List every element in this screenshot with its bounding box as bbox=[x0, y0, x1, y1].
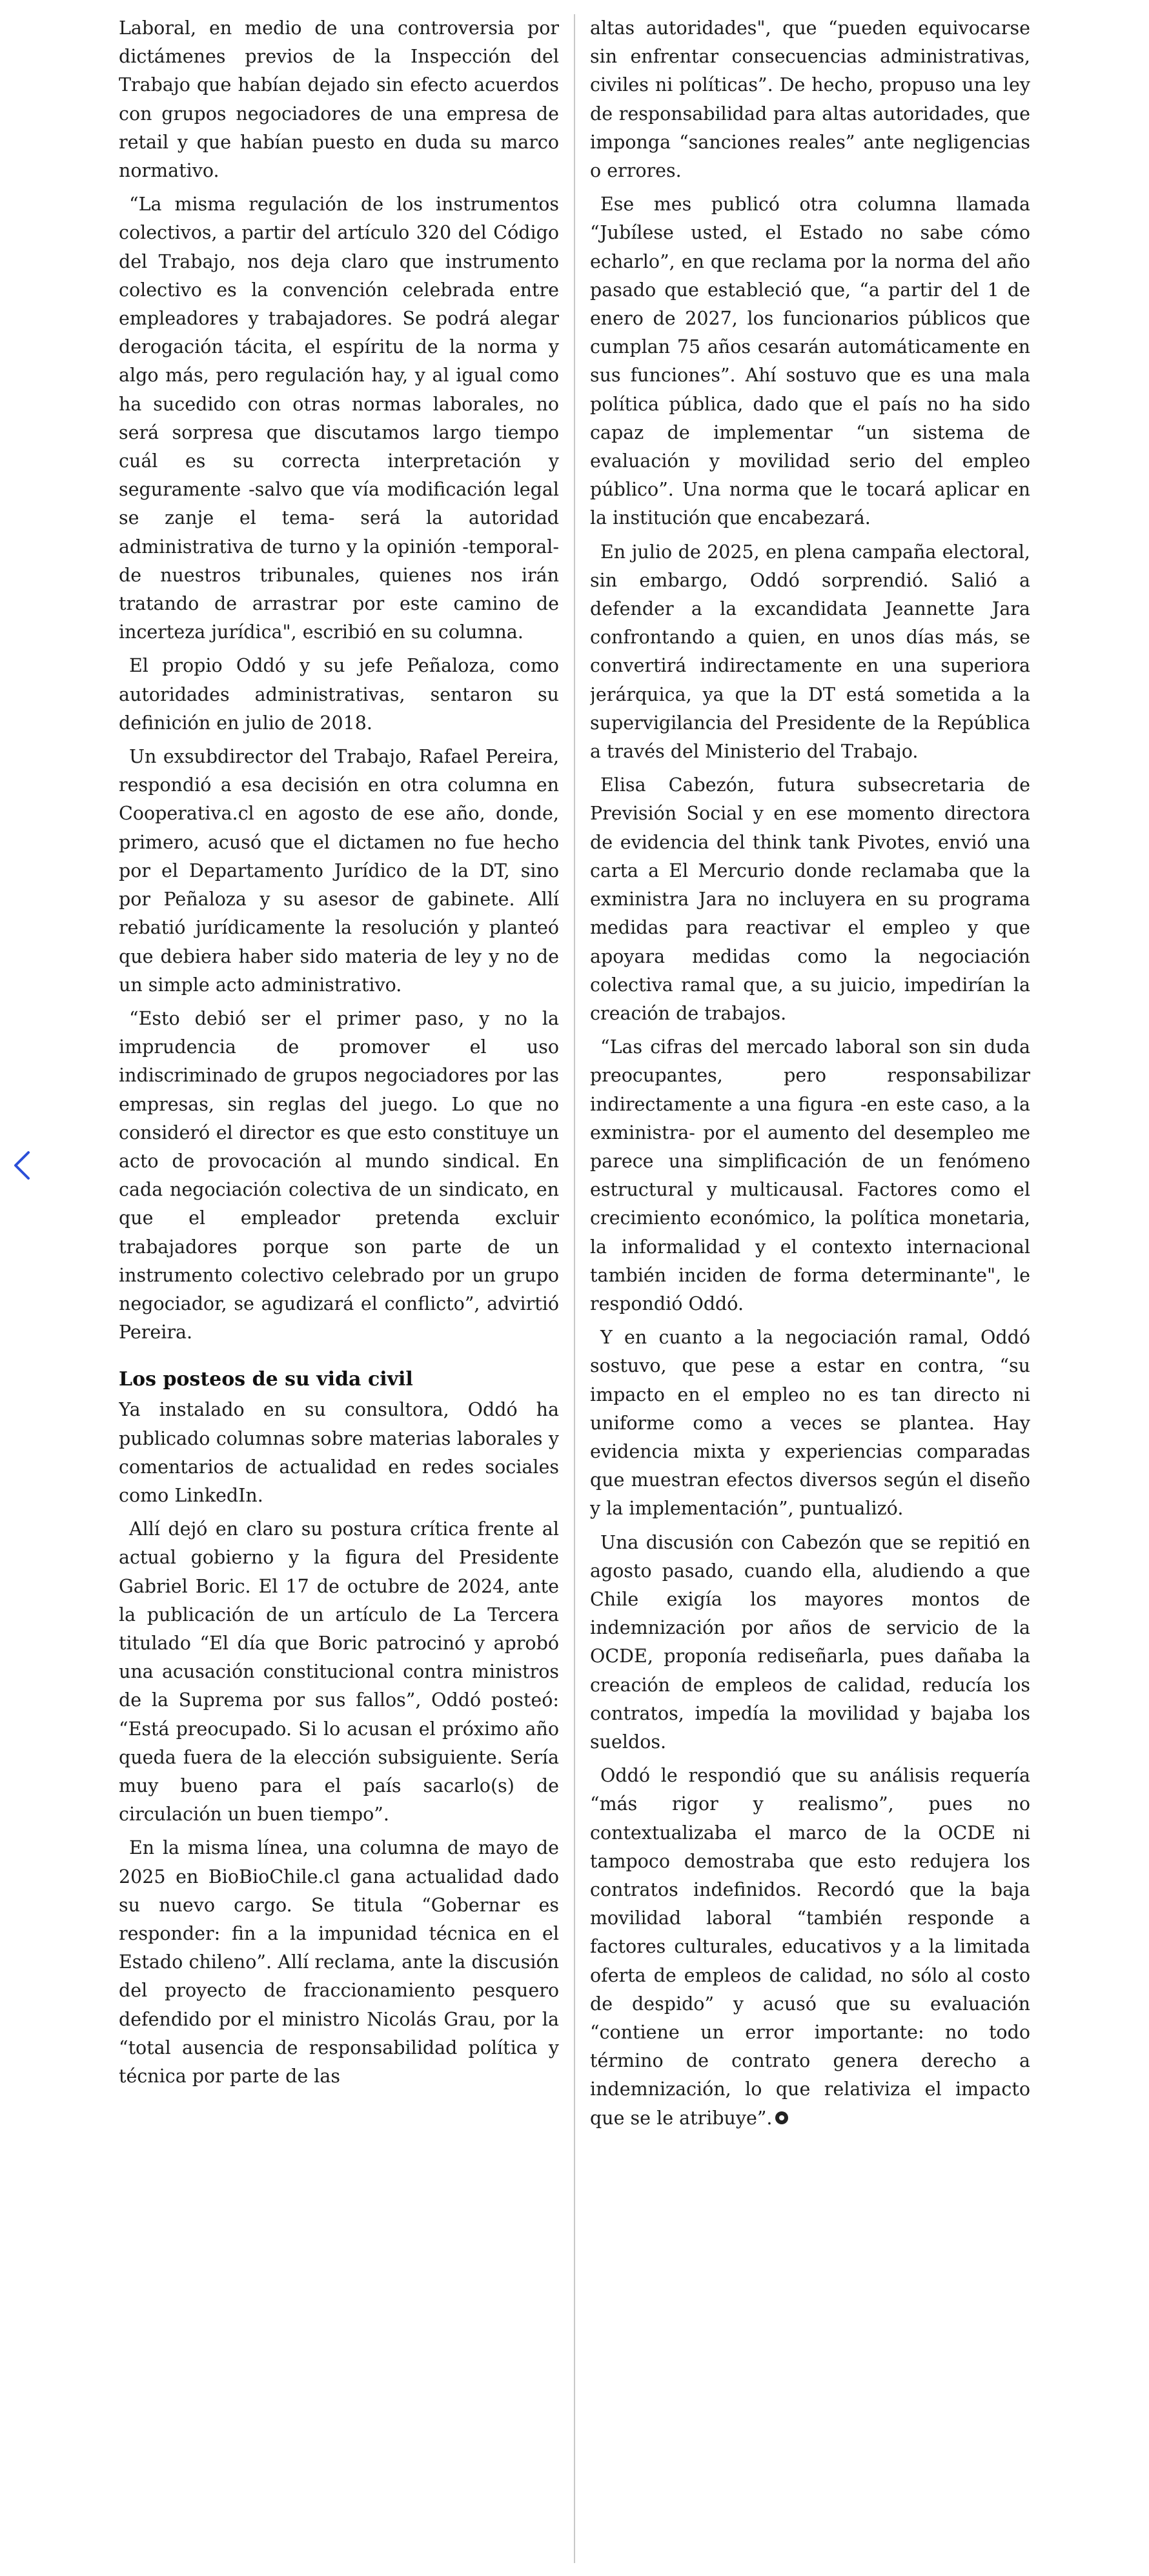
paragraph: “La misma regulación de los instrumentos colectivos, a partir del artículo 320 del Código del Trabajo, nos deja claro que instrumento colectivo es la convención celebrada entre empleadores y trabajadores. Se podrá alegar derogación tácita, el espíritu de la norma y algo más, pero regulación hay, y al igual como ha sucedido con otras normas laborales, no será sorpresa que discutamos largo tiempo cuál es su correcta interpretación y seguramente -salvo que vía modificación legal se zanje el tema- será la autoridad administrativa de turno y la opinión -temporal- de nuestros tribunales, quienes nos irán tratando de arrastrar por este camino de incerteza jurídica", escribió en su columna. bbox=[119, 194, 559, 643]
paragraph: Una discusión con Cabezón que se repitió en agosto pasado, cuando ella, aludiendo a que Chile exigía los mayores montos de indemnización por años de servicio de la OCDE, proponía rediseñarla, pues dañaba la creación de empleos de calidad, reducía los contratos, impedía la movilidad y bajaba los sueldos. bbox=[590, 1531, 1030, 1753]
paragraph: “Esto debió ser el primer paso, y no la imprudencia de promover el uso indiscriminado de grupos negociadores por las empresas, sin reglas del juego. Lo que no consideró el director es que esto constituye un acto de provocación al mundo sindical. En cada negociación colectiva de un sindicato, en que el empleador pretenda excluir trabajadores porque son parte de un instrumento colectivo celebrado por un grupo negociador, se agudizará el conflicto”, advirtió Pereira. bbox=[119, 1007, 559, 1343]
chevron-left-icon bbox=[9, 1146, 35, 1185]
paragraph: Y en cuanto a la negociación ramal, Oddó sostuvo, que pese a estar en contra, “su impacto en el empleo no es tan directo ni uniforme como a veces se plantea. Hay evidencia mixta y experiencias comparadas que muestran efectos diversos según el diseño y la implementación”, puntualizó. bbox=[590, 1327, 1030, 1520]
right-column bbox=[590, 14, 1030, 2563]
paragraph-text: Oddó le respondió que su análisis requería “más rigor y realismo”, pues no contextualizaba el marco de la OCDE ni tampoco demostraba que esto redujera los contratos indefinidos. Recordó que la baja movilidad laboral “también responde a factores culturales, educativos y a la limitada oferta de empleos de calidad, no sólo al costo de despido” y acusó que su evaluación “contiene un error importante: no todo término de contrato genera derecho a indemnización, lo que relativiza el impacto que se le atribuye”. bbox=[590, 1765, 1030, 2129]
previous-page-button[interactable] bbox=[9, 1146, 35, 1185]
paragraph: En julio de 2025, en plena campaña electoral, sin embargo, Oddó sorprendió. Salió a defender a la excandidata Jeannette Jara confrontando a quien, en unos días más, se convertirá indirectamente en una superiora jerárquica, ya que la DT está sometida a la supervigilancia del Presidente de la República a través del Ministerio del Trabajo. bbox=[590, 541, 1030, 763]
paragraph: “Las cifras del mercado laboral son sin duda preocupantes, pero responsabilizar indirectamente a una figura -en este caso, a la exministra- por el aumento del desempleo me parece una simplificación de un fenómeno estructural y multicausal. Factores como el crecimiento económico, la política monetaria, la informalidad y el contexto internacional también inciden de forma determinante", le respondió Oddó. bbox=[590, 1036, 1030, 1314]
section-heading: Los posteos de su vida civil bbox=[119, 1368, 413, 1391]
left-column bbox=[119, 14, 559, 2563]
paragraph: Laboral, en medio de una controversia por dictámenes previos de la Inspección del Trabajo que habían dejado sin efecto acuerdos con grupos negociadores de una empresa de retail y que habían puesto en duda su marco normativo. bbox=[119, 17, 559, 182]
paragraph: Ya instalado en su consultora, Oddó ha publicado columnas sobre materias laborales y comentarios de actualidad en redes sociales como LinkedIn. bbox=[119, 1399, 559, 1506]
last-paragraph bbox=[590, 1762, 1030, 2133]
paragraph: El propio Oddó y su jefe Peñaloza, como autoridades administrativas, sentaron su definición en julio de 2018. bbox=[119, 655, 559, 734]
paragraph: altas autoridades", que “pueden equivocarse sin enfrentar consecuencias administrativas, civiles ni políticas”. De hecho, propuso una ley de responsabilidad para altas autoridades, que imponga “sanciones reales” ante negligencias o errores. bbox=[590, 17, 1030, 182]
paragraph: Un exsubdirector del Trabajo, Rafael Pereira, respondió a esa decisión en otra columna en Cooperativa.cl en agosto de ese año, donde, primero, acusó que el dictamen no fue hecho por el Departamento Jurídico de la DT, sino por Peñaloza y su asesor de gabinete. Allí rebatió jurídicamente la resolución y planteó que debiera haber sido materia de ley y no de un simple acto administrativo. bbox=[119, 746, 559, 996]
end-of-article-icon bbox=[775, 2111, 788, 2124]
paragraph: Ese mes publicó otra columna llamada “Jubílese usted, el Estado no sabe cómo echarlo”, en que reclama por la norma del año pasado que estableció que, “a partir del 1 de enero de 2027, los funcionarios públicos que cumplan 75 años cesarán automáticamente en sus funciones”. Ahí sostuvo que es una mala política pública, dado que el país no ha sido capaz de implementar “un sistema de evaluación y movilidad serio del empleo público”. Una norma que le tocará aplicar en la institución que encabezará. bbox=[590, 194, 1030, 529]
column-divider bbox=[574, 14, 575, 2563]
article-page bbox=[119, 14, 1030, 2563]
paragraph: Elisa Cabezón, futura subsecretaria de Previsión Social y en ese momento directora de evidencia del think tank Pivotes, envió una carta a El Mercurio donde reclamaba que la exministra Jara no incluyera en su programa medidas para reactivar el empleo y que apoyara medidas como la negociación colectiva ramal que, a su juicio, impedirían la creación de trabajos. bbox=[590, 774, 1030, 1024]
paragraph: Allí dejó en claro su postura crítica frente al actual gobierno y la figura del Presidente Gabriel Boric. El 17 de octubre de 2024, ante la publicación de un artículo de La Tercera titulado “El día que Boric patrocinó y aprobó una acusación constitucional contra ministros de la Suprema por sus fallos”, Oddó posteó: “Está preocupado. Si lo acusan el próximo año queda fuera de la elección subsiguiente. Sería muy bueno para el país sacarlo(s) de circulación un buen tiempo”. bbox=[119, 1518, 559, 1826]
paragraph: En la misma línea, una columna de mayo de 2025 en BioBioChile.cl gana actualidad dado su nuevo cargo. Se titula “Gobernar es responder: fin a la impunidad técnica en el Estado chileno”. Allí reclama, ante la discusión del proyecto de fraccionamiento pesquero defendido por el ministro Nicolás Grau, por la “total ausencia de responsabilidad política y técnica por parte de las bbox=[119, 1837, 559, 2088]
